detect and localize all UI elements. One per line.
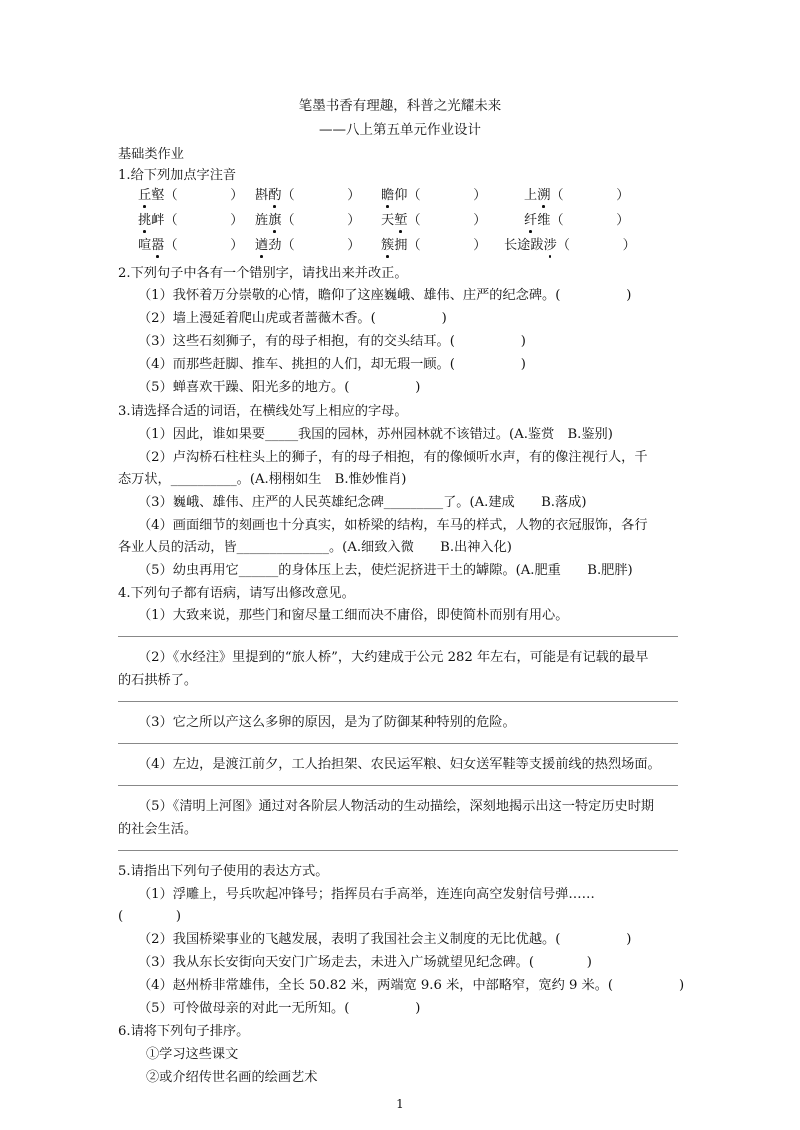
q5-item: （3）我从东长安街向天安门广场走去，未进入广场就望见纪念碑。( ) bbox=[138, 955, 592, 970]
answer-line[interactable] bbox=[118, 743, 678, 744]
q6-heading: 6.请将下列句子排序。 bbox=[118, 1024, 250, 1039]
q2-item: （4）而那些赶脚、推车、挑担的人们，却无瑕一顾。( ) bbox=[138, 357, 526, 372]
category-label: 基础类作业 bbox=[118, 147, 184, 162]
q1-item: 长途跋涉（ ） bbox=[504, 238, 636, 253]
q1-item: 簇拥（ ） bbox=[381, 238, 487, 253]
q2-item: （1）我怀着万分崇敬的心情，瞻仰了这座巍峨、雄伟、庄严的纪念碑。( ) bbox=[138, 288, 632, 303]
q3-item: 态万状，__________。(A.栩栩如生 B.惟妙惟肖) bbox=[118, 472, 407, 487]
q3-item: 各业人员的活动，皆______________。(A.细致入微 B.出神入化) bbox=[118, 540, 512, 555]
q4-item: 的社会生活。 bbox=[118, 822, 198, 837]
q3-item: （2）卢沟桥石柱柱头上的狮子，有的母子相抱，有的像倾听水声，有的像注视行人，千 bbox=[138, 450, 648, 465]
q4-item: （1）大致来说，那些门和窗尽量工细而决不庸俗，即使简朴而别有用心。 bbox=[138, 608, 569, 623]
q1-row-2 bbox=[0, 209, 800, 229]
q1-item: 瞻仰（ ） bbox=[381, 188, 487, 203]
q1-item: 天堑（ ） bbox=[381, 213, 487, 228]
q5-item: （2）我国桥梁事业的飞越发展，表明了我国社会主义制度的无比优越。( ) bbox=[138, 932, 632, 947]
q1-item: 旌旗（ ） bbox=[255, 213, 361, 228]
answer-line[interactable] bbox=[118, 785, 678, 786]
q1-row-1 bbox=[0, 184, 800, 204]
q3-item: （3）巍峨、雄伟、庄严的人民英雄纪念碑_________了。(A.建成 B.落成) bbox=[138, 495, 587, 510]
q4-item: 的石拱桥了。 bbox=[118, 673, 198, 688]
q6-item: ①学习这些课文 bbox=[146, 1047, 239, 1062]
q4-item: （2）《水经注》里提到的“旅人桥”，大约建成于公元 282 年左右，可能是有记载的最早 bbox=[138, 650, 649, 665]
q1-item: 上溯（ ） bbox=[524, 188, 630, 203]
q6-item: ②或介绍传世名画的绘画艺术 bbox=[146, 1070, 318, 1085]
answer-line[interactable] bbox=[118, 850, 678, 851]
q5-item: （4）赵州桥非常雄伟，全长 50.82 米，两端宽 9.6 米，中部略窄，宽约 9 米。( ) bbox=[138, 978, 685, 993]
q1-item: 纤维（ ） bbox=[524, 213, 630, 228]
q1-item: 挑衅（ ） bbox=[138, 213, 244, 228]
q3-item: （4）画面细节的刻画也十分真实，如桥梁的结构，车马的样式，人物的衣冠服饰，各行 bbox=[138, 518, 648, 533]
q2-item: （5）蝉喜欢干躁、阳光多的地方。( ) bbox=[138, 380, 421, 395]
page-title: 笔墨书香有理趣，科普之光耀未来 bbox=[298, 98, 502, 114]
q3-heading: 3.请选择合适的词语，在横线处写上相应的字母。 bbox=[118, 404, 408, 419]
q3-item: （1）因此，谁如果要_____我国的园林，苏州园林就不该错过。(A.鉴赏 B.鉴别) bbox=[138, 427, 613, 442]
q1-row-3 bbox=[0, 234, 800, 254]
answer-line[interactable] bbox=[118, 636, 678, 637]
q1-item: 丘壑（ ） bbox=[138, 188, 244, 203]
q5-heading: 5.请指出下列句子使用的表达方式。 bbox=[118, 864, 329, 879]
q2-item: （2）墙上漫延着爬山虎或者蔷薇木香。( ) bbox=[138, 311, 447, 326]
q2-item: （3）这些石刻狮子，有的母子相抱，有的交头结耳。( ) bbox=[138, 334, 526, 349]
page-subtitle: ——八上第五单元作业设计 bbox=[319, 122, 481, 138]
page-number: 1 bbox=[396, 1097, 404, 1111]
q1-item: 遒劲（ ） bbox=[255, 238, 361, 253]
q5-item: （1）浮雕上，号兵吹起冲锋号；指挥员右手高举，连连向高空发射信号弹…… bbox=[138, 887, 595, 902]
q4-item: （3）它之所以产这么多卵的原因，是为了防御某种特别的危险。 bbox=[138, 715, 516, 730]
q5-item: （5）可怜做母亲的对此一无所知。( ) bbox=[138, 1001, 421, 1016]
answer-line[interactable] bbox=[118, 701, 678, 702]
q1-heading: 1.给下列加点字注音 bbox=[118, 168, 237, 183]
q5-item: ( ) bbox=[118, 909, 182, 924]
q2-heading: 2.下列句子中各有一个错别字，请找出来并改正。 bbox=[118, 266, 408, 281]
q3-item: （5）幼虫再用它______的身体压上去，使烂泥挤进干土的罅隙。(A.肥重 B.肥胖) bbox=[138, 563, 633, 578]
q4-heading: 4.下列句子都有语病，请写出修改意见。 bbox=[118, 586, 355, 601]
q1-item: 喧嚣（ ） bbox=[138, 238, 244, 253]
q1-item: 斟酌（ ） bbox=[255, 188, 361, 203]
q4-item: （4）左边，是渡江前夕，工人抬担架、农民运军粮、妇女送军鞋等支援前线的热烈场面。 bbox=[138, 757, 661, 772]
q4-item: （5）《清明上河图》通过对各阶层人物活动的生动描绘，深刻地揭示出这一特定历史时期 bbox=[138, 799, 655, 814]
